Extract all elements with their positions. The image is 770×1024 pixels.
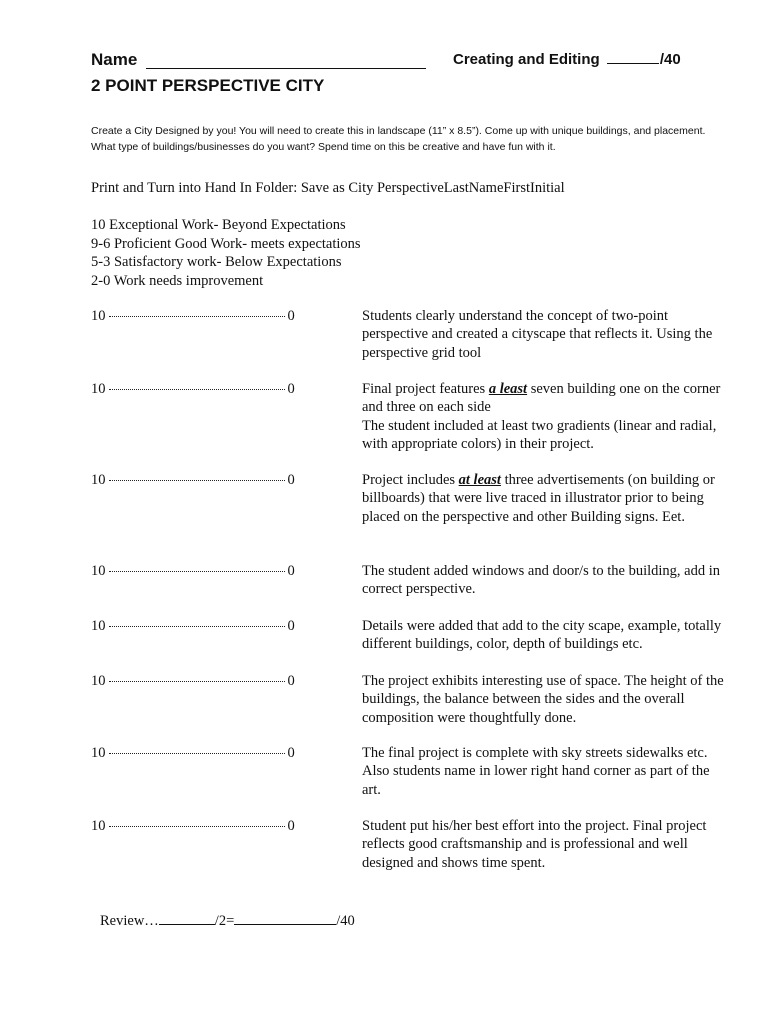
score-max: 10 <box>91 673 106 689</box>
score-max: 10 <box>91 563 106 579</box>
criterion-emphasis: a least <box>488 381 528 397</box>
score-min: 0 <box>287 472 295 488</box>
score-total: /40 <box>659 51 681 68</box>
header-line <box>91 50 711 74</box>
criterion-description: The project exhibits interesting use of space. The height of the buildings, the balance between the sides and the overall composition were thoughtfully done. <box>362 673 724 726</box>
review-divider: /2= <box>214 913 235 929</box>
score-max: 10 <box>91 472 106 488</box>
dotted-leader <box>109 626 285 627</box>
scale-item: 9-6 Proficient Good Work- meets expectations <box>91 235 361 252</box>
criterion-description: The final project is complete with sky streets sidewalks etc. Also students name in lower right hand corner as part of the art. <box>362 745 710 798</box>
criterion-description <box>362 380 730 453</box>
dotted-leader <box>109 389 285 390</box>
score-heading <box>453 51 681 68</box>
criterion-text-end: seven building one on the corner and three on each side <box>362 381 721 416</box>
scale-item: 2-0 Work needs improvement <box>91 272 264 289</box>
dotted-leader <box>109 480 285 481</box>
review-label: Review… <box>100 913 159 929</box>
criterion-description: Details were added that add to the city scape, example, totally different buildings, color, depth of buildings etc. <box>362 618 722 653</box>
score-max: 10 <box>91 818 106 834</box>
score-min: 0 <box>287 673 295 689</box>
score-min: 0 <box>287 618 295 634</box>
score-blank[interactable] <box>607 63 659 64</box>
grading-scale <box>91 216 361 290</box>
review-score-blank[interactable] <box>159 924 215 925</box>
score-min: 0 <box>287 563 295 579</box>
print-instruction: Print and Turn into Hand In Folder: Save as City PerspectiveLastNameFirstInitial <box>91 180 565 196</box>
score-label: Creating and Editing <box>453 51 600 68</box>
criterion-emphasis: at least <box>458 472 501 488</box>
criterion-score-range <box>91 817 303 835</box>
page-title: 2 POINT PERSPECTIVE CITY <box>91 76 325 95</box>
criterion-score-range <box>91 562 303 580</box>
name-blank[interactable] <box>146 68 426 69</box>
criterion-text-start: Project includes <box>362 472 459 488</box>
dotted-leader <box>109 571 285 572</box>
criterion-description: Students clearly understand the concept of two-point perspective and created a cityscape that reflects it. Using the perspective grid tool <box>362 308 713 361</box>
name-label: Name <box>91 50 138 69</box>
dotted-leader <box>109 316 285 317</box>
criterion-description: Student put his/her best effort into the project. Final project reflects good craftsmanship and is professional and well designed and shows time spent. <box>362 818 707 871</box>
criterion-text-end: three advertisements (on building or billboards) that were live traced in illustrator prior to being placed on the perspective and other Building signs. Eet. <box>362 472 715 525</box>
score-max: 10 <box>91 745 106 761</box>
scale-item: 10 Exceptional Work- Beyond Expectations <box>91 217 346 233</box>
score-min: 0 <box>287 308 295 324</box>
dotted-leader <box>109 753 285 754</box>
score-max: 10 <box>91 381 106 397</box>
score-min: 0 <box>287 381 295 397</box>
criterion-score-range <box>91 307 303 325</box>
review-line <box>100 913 355 930</box>
criterion-score-range <box>91 471 303 489</box>
intro-text: Create a City Designed by you! You will need to create this in landscape (11” x 8.5”). Come up with unique buildings, and placement. What type of buildings/businesses do you want? Spend time on this be creative and have fun with it. <box>91 125 706 153</box>
review-total: /40 <box>336 913 355 929</box>
criterion-score-range <box>91 617 303 635</box>
criterion-score-range <box>91 672 303 690</box>
dotted-leader <box>109 681 285 682</box>
criterion-score-range <box>91 744 303 762</box>
criterion-description: The student added windows and door/s to the building, add in correct perspective. <box>362 563 721 598</box>
score-min: 0 <box>287 745 295 761</box>
score-max: 10 <box>91 308 106 324</box>
score-min: 0 <box>287 818 295 834</box>
review-result-blank[interactable] <box>234 924 336 925</box>
score-max: 10 <box>91 618 106 634</box>
dotted-leader <box>109 826 285 827</box>
criterion-text-line2: The student included at least two gradients (linear and radial, with appropriate colors) in their project. <box>362 417 717 452</box>
criterion-score-range <box>91 380 303 398</box>
criterion-description <box>362 471 730 526</box>
scale-item: 5-3 Satisfactory work- Below Expectations <box>91 254 342 270</box>
criterion-text-start: Final project features <box>362 381 489 397</box>
